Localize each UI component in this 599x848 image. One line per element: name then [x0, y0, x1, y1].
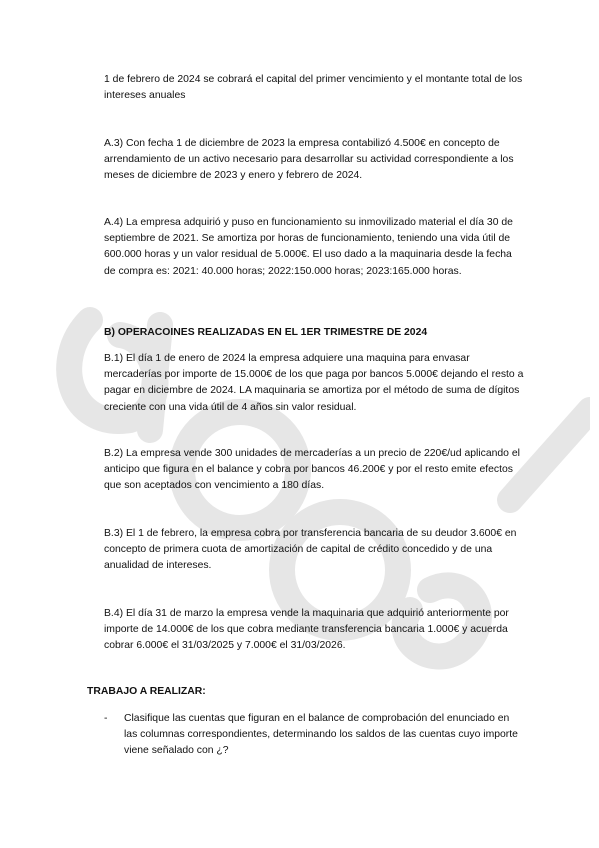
paragraph-a3: A.3) Con fecha 1 de diciembre de 2023 la empresa contabilizó 4.500€ en concepto de arrendamiento de un activo necesario para desarrollar su actividad correspondiente a los meses de diciembre de 2023 y enero y febrero de 2024.	[104, 138, 514, 182]
paragraph-intro: 1 de febrero de 2024 se cobrará el capital del primer vencimiento y el montante total de los intereses anuales	[104, 74, 523, 102]
paragraph-b3: B.3) El 1 de febrero, la empresa cobra por transferencia bancaria de su deudor 3.600€ en concepto de primera cuota de amortización de capital de crédito concedido y de una anualidad de intereses.	[104, 528, 517, 572]
section-b-heading: B) OPERACOINES REALIZADAS EN EL 1ER TRIMESTRE DE 2024	[104, 327, 428, 338]
paragraph-b1: B.1) El día 1 de enero de 2024 la empresa adquiere una maquina para envasar mercaderías por importe de 15.000€ de los que paga por bancos 5.000€ dejando el resto a pagar en diciembre de 2024. LA maquinaria se amortiza por el método de suma de dígitos creciente con una vida útil de 4 años sin valor residual.	[104, 353, 524, 413]
paragraph-b4: B.4) El día 31 de marzo la empresa vende la maquinaria que adquirió anteriormente por importe de 14.000€ de los que cobra mediante transferencia bancaria 1.000€ y acuerda cobrar 6.000€ el 31/03/2025 y 7.000€ el 31/03/2026.	[104, 608, 509, 652]
paragraph-a4: A.4) La empresa adquirió y puso en funcionamiento su inmovilizado material el día 30 de septiembre de 2021. Se amortiza por horas de funcionamiento, teniendo una vida útil de 600.000 horas y un valor residual de 5.000€. El uso dado a la maquinaria desde la fecha de compra es: 2021: 40.000 horas; 2022:150.000 horas; 2023:165.000 horas.	[104, 217, 513, 277]
bullet-dash: -	[104, 713, 108, 724]
paragraph-b2: B.2) La empresa vende 300 unidades de mercaderías a un precio de 220€/ud aplicando el anticipo que figura en el balance y cobra por bancos 46.200€ y por el resto emite efectos que son aceptados con vencimiento a 180 días.	[104, 448, 520, 492]
task-heading: TRABAJO A REALIZAR:	[87, 686, 206, 697]
task-item-text: Clasifique las cuentas que figuran en el balance de comprobación del enunciado en las columnas correspondientes, determinando los saldos de las cuentas cuyo importe viene señalado con ¿?	[124, 713, 518, 757]
